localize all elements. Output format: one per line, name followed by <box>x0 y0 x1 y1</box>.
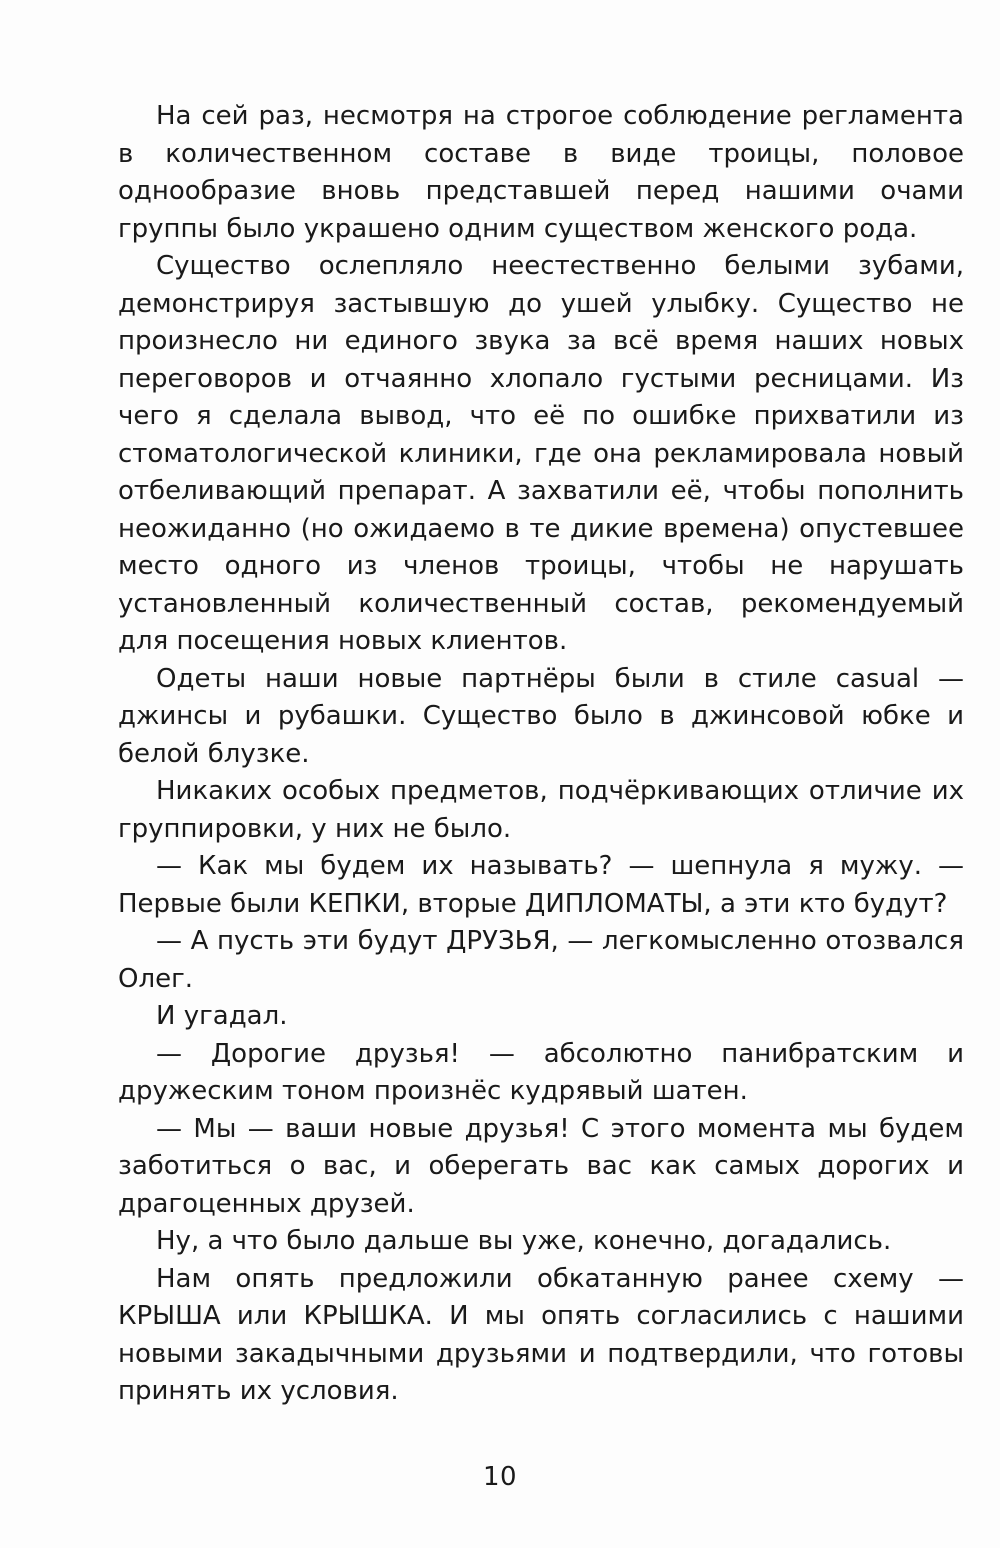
paragraph: На сей раз, несмотря на строгое соблюдение регламента в количественном составе в виде троицы, половое однообразие вновь представшей перед нашими очами группы было украшено одним существом женского рода. <box>118 101 964 244</box>
page-number: 10 <box>482 1462 518 1492</box>
paragraph: Никаких особых предметов, подчёркивающих отличие их группировки, у них не было. <box>118 776 964 844</box>
paragraph: Нам опять предложили обкатанную ранее схему — КРЫША или КРЫШКА. И мы опять согласились с нашими новыми закадычными друзьями и подтвердили, что готовы принять их условия. <box>118 1263 964 1406</box>
paragraph: — Дорогие друзья! — абсолютно панибратским и дружеским тоном произнёс кудрявый шатен. <box>118 1038 964 1106</box>
paragraph: Одеты наши новые партнёры были в стиле casual — джинсы и рубашки. Существо было в джинсовой юбке и белой блузке. <box>118 663 964 769</box>
paragraph: — Мы — ваши новые друзья! С этого момента мы будем заботиться о вас, и оберегать вас как самых дорогих и драгоценных друзей. <box>118 1113 964 1219</box>
paragraph: И угадал. <box>156 1001 288 1031</box>
paragraph: — А пусть эти будут ДРУЗЬЯ, — легкомысленно отозвался Олег. <box>118 926 964 994</box>
body-text <box>118 98 964 1411</box>
paragraph: Ну, а что было дальше вы уже, конечно, догадались. <box>156 1226 892 1256</box>
paragraph: — Как мы будем их называть? — шепнула я мужу. — Первые были КЕПКИ, вторые ДИПЛОМАТЫ, а эти кто будут? <box>118 851 964 919</box>
paragraph: Существо ослепляло неестественно белыми зубами, демонстрируя застывшую до ушей улыбку. Существо не произнесло ни единого звука за всё время наших новых переговоров и отчаянно хлопало густыми ресницами. Из чего я сделала вывод, что её по ошибке прихватили из стоматологической клиники, где она рекламировала новый отбеливающий препарат. А захватили её, чтобы пополнить неожиданно (но ожидаемо в те дикие времена) опустевшее место одного из членов троицы, чтобы не нарушать установленный количественный состав, рекомендуемый для посещения новых клиентов. <box>118 251 964 656</box>
